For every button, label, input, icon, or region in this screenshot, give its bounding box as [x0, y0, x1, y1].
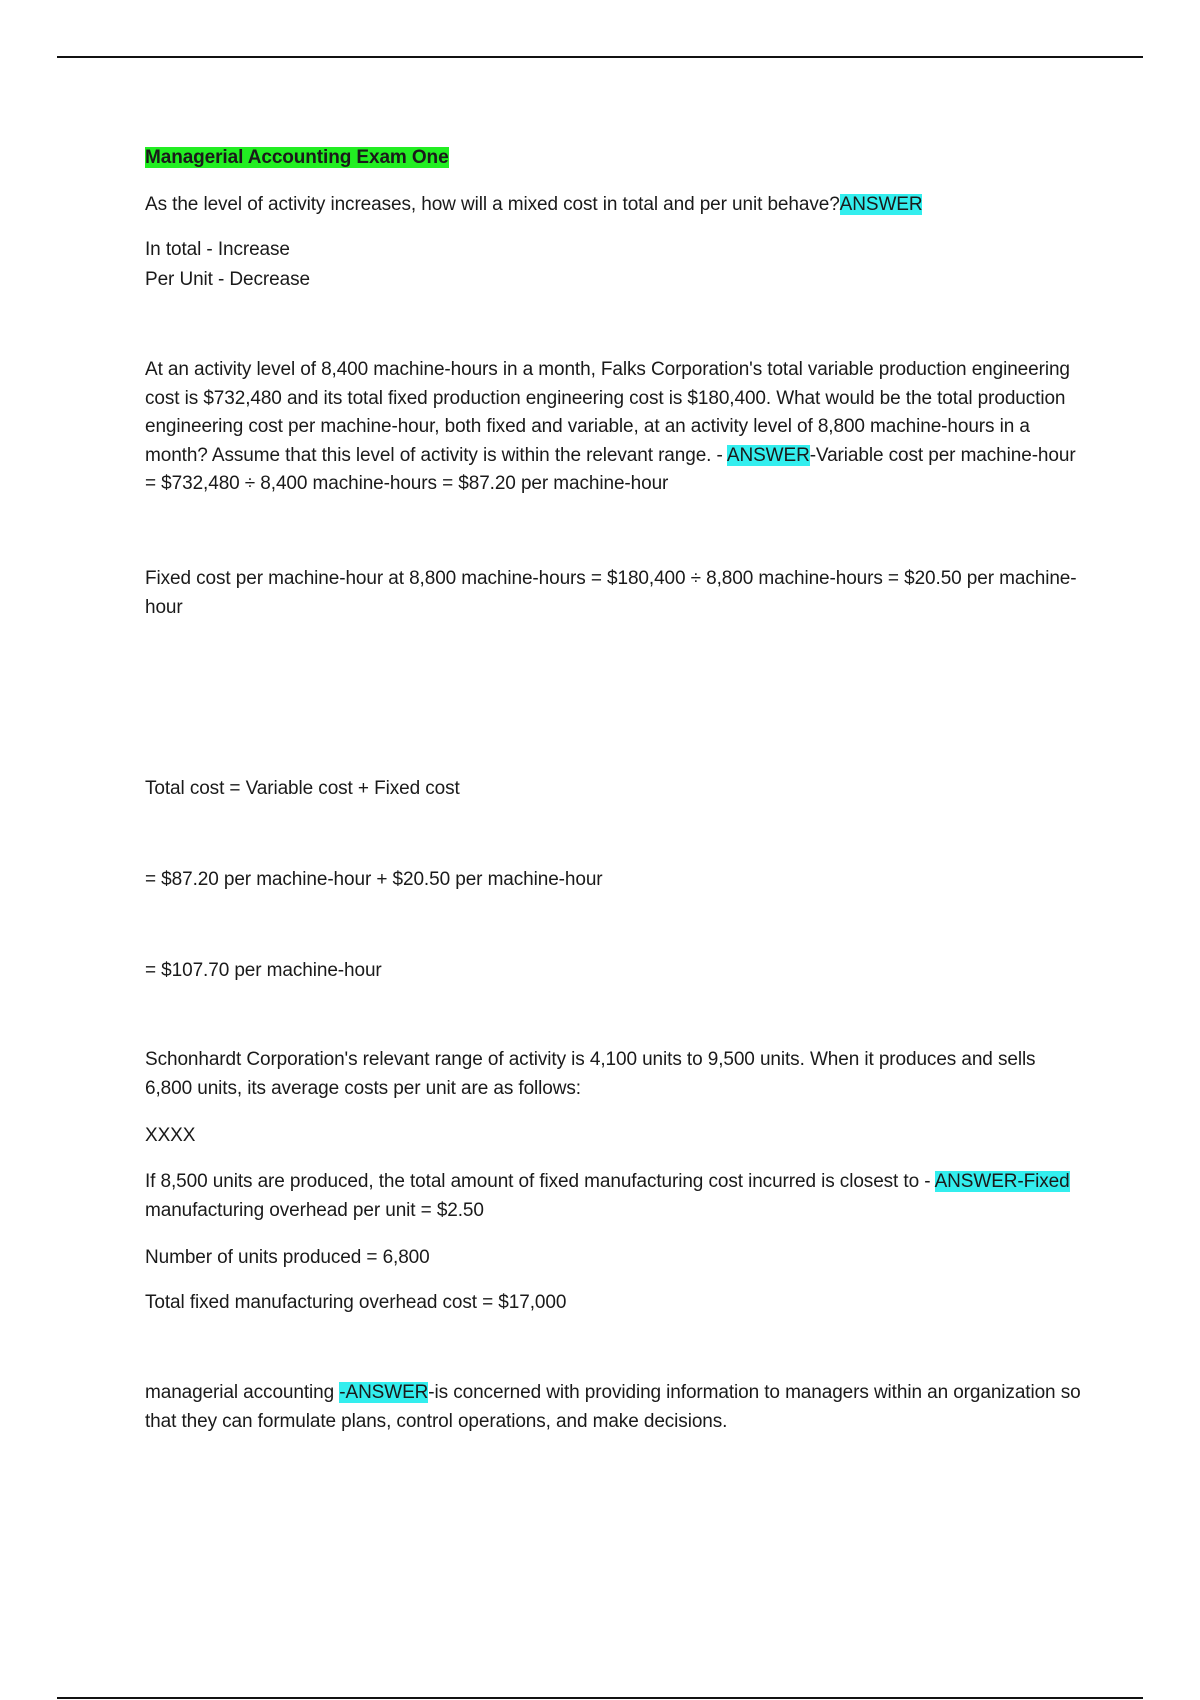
q1-answer-line: In total - Increase: [145, 239, 290, 260]
answer-tag: ANSWER: [726, 444, 810, 466]
q1-question: As the level of activity increases, how will a mixed cost in total and per unit behave?ANSWER: [145, 194, 923, 215]
header-rule: [57, 56, 1143, 58]
footer-rule: [57, 1697, 1143, 1699]
q2-question: At an activity level of 8,400 machine-hours in a month, Falks Corporation's total variable production engineering cost is $732,480 and its total fixed production engineering cost is $180,400. What would be the total production engineering cost per machine-hour, both fixed and variable, at an activity level of 8,800 machine-hours in a month? Assume that this level of activity is within the relevant range. - ANSWER-Variable cost per machine-hour = $732,480 ÷ 8,400 machine-hours = $87.20 per machine-hour: [145, 359, 1076, 494]
q3-sub-question: If 8,500 units are produced, the total amount of fixed manufacturing cost incurred is closest to - ANSWER-Fixed manufacturing overhead per unit = $2.50: [145, 1171, 1070, 1221]
q2-fixed-line: Fixed cost per machine-hour at 8,800 machine-hours = $180,400 ÷ 8,800 machine-hours = $20.50 per machine-hour: [145, 568, 1077, 618]
q3-total-line: Total fixed manufacturing overhead cost = $17,000: [145, 1292, 567, 1313]
q2-sum-line: = $87.20 per machine-hour + $20.50 per machine-hour: [145, 869, 603, 890]
answer-tag: -ANSWER: [339, 1382, 429, 1403]
q3-units-line: Number of units produced = 6,800: [145, 1247, 430, 1268]
answer-tag: ANSWER: [839, 194, 923, 215]
q3-question: Schonhardt Corporation's relevant range of activity is 4,100 units to 9,500 units. When it produces and sells 6,800 units, its average costs per unit are as follows:: [145, 1049, 1036, 1099]
q2-total-line: Total cost = Variable cost + Fixed cost: [145, 778, 460, 799]
q1-answer-line: Per Unit - Decrease: [145, 269, 310, 290]
q4-definition: managerial accounting -ANSWER-is concerned with providing information to managers within an organization so that they can formulate plans, control operations, and make decisions.: [145, 1382, 1081, 1432]
q2-result-line: = $107.70 per machine-hour: [145, 960, 382, 981]
title-highlight: Managerial Accounting Exam One: [145, 147, 449, 168]
q3-placeholder: XXXX: [145, 1125, 196, 1146]
answer-tag: ANSWER-Fixed: [934, 1171, 1070, 1192]
document-title: [145, 144, 1085, 173]
